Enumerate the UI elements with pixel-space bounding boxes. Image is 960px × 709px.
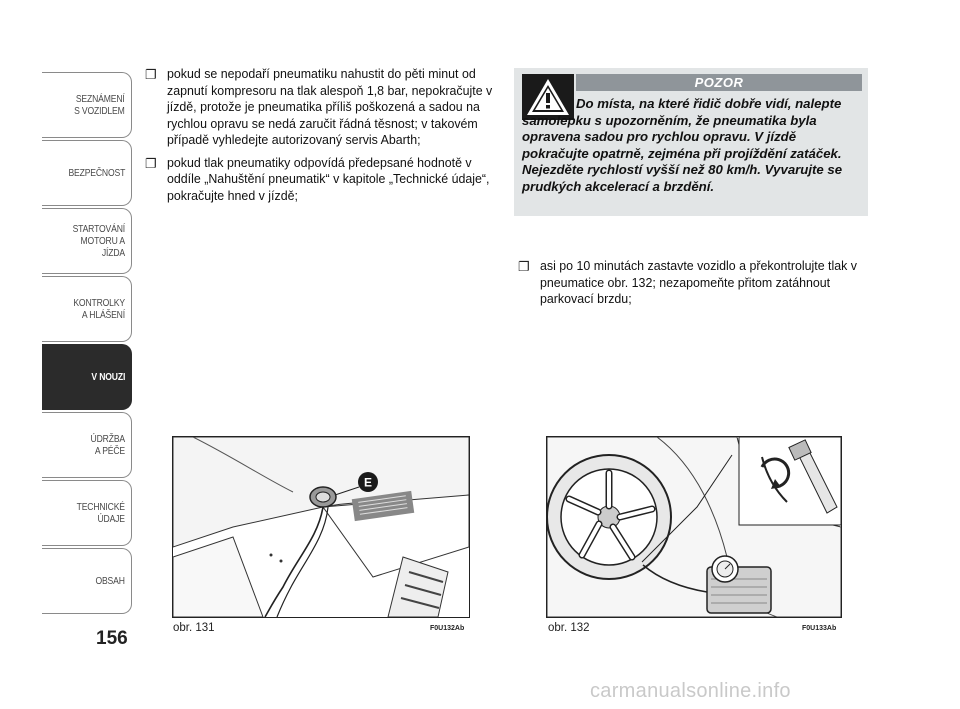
figure-131-caption: obr. 131: [173, 622, 215, 634]
figure-131-code: F0U132Ab: [430, 625, 465, 632]
tab-label: TECHNICKÉ ÚDAJE: [76, 501, 125, 525]
checkbox-bullet-icon: ❐: [145, 67, 157, 82]
tab-bezpecnost[interactable]: [42, 140, 132, 206]
warning-title: POZOR: [576, 74, 862, 91]
tab-v-nouzi[interactable]: [42, 344, 132, 410]
list-item-text: asi po 10 minutách zastavte vozidlo a překontrolujte tlak v pneumatice obr. 132; nezapomeňte přitom zatáhnout parkovací brzdu;: [540, 258, 857, 306]
tab-label: STARTOVÁNÍ MOTORU A JÍZDA: [72, 223, 125, 259]
list-item: [518, 258, 868, 308]
checkbox-bullet-icon: ❐: [518, 259, 530, 274]
tab-udrzba[interactable]: [42, 412, 132, 478]
tyre-pressure-check-illustration: [547, 437, 841, 617]
tab-label: ÚDRŽBA A PÉČE: [90, 433, 125, 457]
tab-label: SEZNÁMENÍ S VOZIDLEM: [74, 93, 125, 117]
watermark: carmanualsonline.info: [590, 680, 791, 702]
figure-132-caption: obr. 132: [548, 622, 590, 634]
list-item: [145, 155, 497, 205]
tab-label: BEZPEČNOST: [68, 167, 125, 179]
right-column: [518, 258, 868, 314]
figure-131-image: [172, 436, 470, 618]
figure-marker-label: E: [363, 475, 373, 490]
tab-startovani[interactable]: [42, 208, 132, 274]
figure-132-image: [546, 436, 842, 618]
tab-technicke[interactable]: [42, 480, 132, 546]
tab-label: OBSAH: [95, 575, 125, 587]
left-column: [145, 66, 497, 210]
tab-label: KONTROLKY A HLÁŠENÍ: [73, 297, 125, 321]
page-number: 156: [96, 628, 128, 649]
warning-box: [514, 68, 868, 216]
tab-seznameni[interactable]: [42, 72, 132, 138]
list-item-text: pokud tlak pneumatiky odpovídá předepsané hodnotě v oddíle „Nahuštění pneumatik“ v kapitole „Technické údaje“, pokračujte hned v jízdě;: [167, 154, 490, 203]
checkbox-bullet-icon: ❐: [145, 155, 157, 171]
compressor-socket-illustration: [173, 437, 469, 617]
list-item-text: pokud se nepodaří pneumatiku nahustit do pěti minut od zapnutí kompresoru na tlak alespoň 1,8 bar, nepokračujte v jízdě, protože je pneumatika příliš poškozená a sadou na rychlou opravu se nedá zaručit řádná těsnost; v takovém případě vyhledejte autorizovaný servis Abarth;: [167, 66, 493, 147]
tab-label: V NOUZI: [91, 371, 125, 383]
figure-132-code: F0U133Ab: [802, 625, 837, 632]
warning-text: Do místa, na které řidič dobře vidí, nalepte samolepku s upozorněním, že pneumatika byla opravena sadou pro rychlou opravu. V jízdě pokračujte opatrně, zejména při projíždění zatáček. Nejezděte rychlostí vyšší než 80 km/h. Vyvarujte se prudkých akcelerací a brzdění.: [522, 96, 843, 194]
tab-kontrolky[interactable]: [42, 276, 132, 342]
tab-obsah[interactable]: [42, 548, 132, 614]
list-item: [145, 66, 497, 149]
